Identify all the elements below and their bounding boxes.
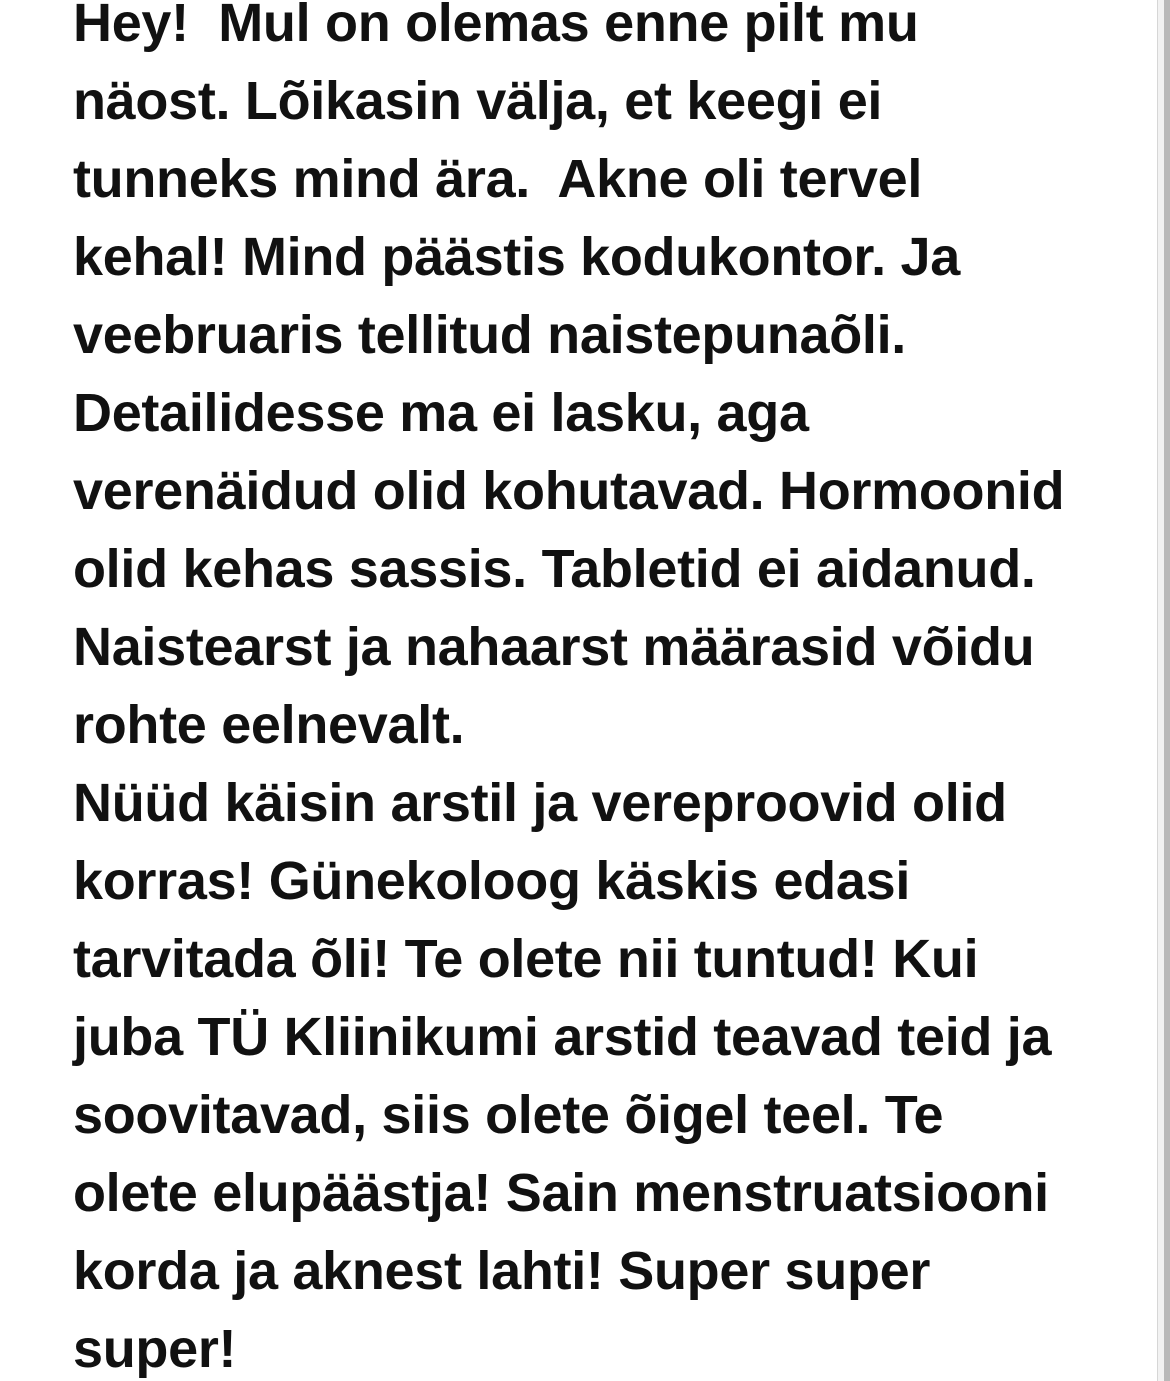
message-line: näost. Lõikasin välja, et keegi ei (73, 71, 883, 131)
message-line: kehal! Mind päästis kodukontor. Ja (73, 227, 960, 287)
scrollbar-thumb[interactable] (1164, 0, 1170, 1381)
message-line: korda ja aknest lahti! Super super (73, 1241, 931, 1301)
message-line: korras! Günekoloog käskis edasi (73, 851, 911, 911)
message-line: soovitavad, siis olete õigel teel. Te (73, 1085, 944, 1145)
message-line: Detailidesse ma ei lasku, aga (73, 383, 809, 443)
message-line: olid kehas sassis. Tabletid ei aidanud. (73, 539, 1036, 599)
message-line: Nüüd käisin arstil ja vereproovid olid (73, 773, 1007, 833)
message-line: Hey! Mul on olemas enne pilt mu (73, 0, 919, 53)
message-line: rohte eelnevalt. (73, 695, 465, 755)
message-line: Naistearst ja nahaarst määrasid võidu (73, 617, 1035, 677)
review-message-text (73, 0, 1133, 1381)
vertical-scrollbar[interactable] (1157, 0, 1170, 1381)
message-line: tunneks mind ära. Akne oli tervel (73, 149, 923, 209)
message-line: veebruaris tellitud naistepunaõli. (73, 305, 906, 365)
message-line: super! (73, 1319, 237, 1379)
message-line: verenäidud olid kohutavad. Hormoonid (73, 461, 1065, 521)
message-line: juba TÜ Kliinikumi arstid teavad teid ja (73, 1007, 1052, 1067)
message-line: olete elupäästja! Sain menstruatsiooni (73, 1163, 1049, 1223)
message-line: tarvitada õli! Te olete nii tuntud! Kui (73, 929, 979, 989)
